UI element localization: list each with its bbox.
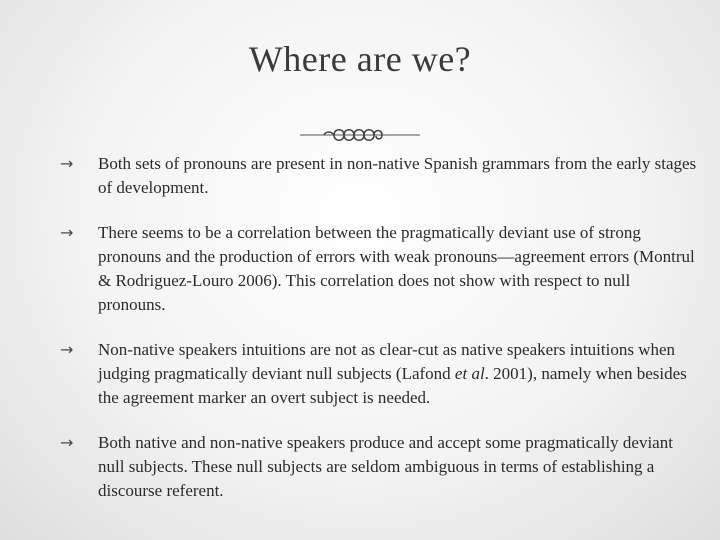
arrow-right-icon: → (60, 154, 74, 173)
arrow-right-icon: → (60, 433, 74, 452)
flourish-divider-icon (298, 124, 422, 146)
bullet-text-part: . 2001), namely when besides the agreement marker an overt subject is needed. (98, 364, 687, 407)
bullet-item (60, 221, 700, 317)
bullet-text: There seems to be a correlation between the pragmatically deviant use of strong pronouns and the production of errors with weak pronouns—agreement errors (Montrul & Rodriguez-Louro 2006). This correlation does not show with respect to null pronouns. (98, 223, 695, 314)
bullet-text-part: Non-native speakers intuitions are not as clear-cut as native speakers intuitions when judging pragmatically deviant null subjects (Lafond (98, 340, 676, 383)
bullet-item (60, 152, 700, 200)
slide-title: Where are we? (248, 39, 472, 79)
bullet-text: Both native and non-native speakers produce and accept some pragmatically deviant null subjects. These null subjects are seldom ambiguous in terms of establishing a discourse referent. (98, 433, 673, 500)
arrow-right-icon: → (60, 340, 74, 359)
bullet-item (60, 431, 700, 503)
bullet-list (60, 152, 700, 524)
bullet-text (98, 340, 687, 407)
arrow-right-icon: → (60, 223, 74, 242)
italic-citation: et al (454, 364, 485, 383)
bullet-text: Both sets of pronouns are present in non-native Spanish grammars from the early stages of development. (98, 154, 697, 197)
bullet-item (60, 338, 700, 410)
